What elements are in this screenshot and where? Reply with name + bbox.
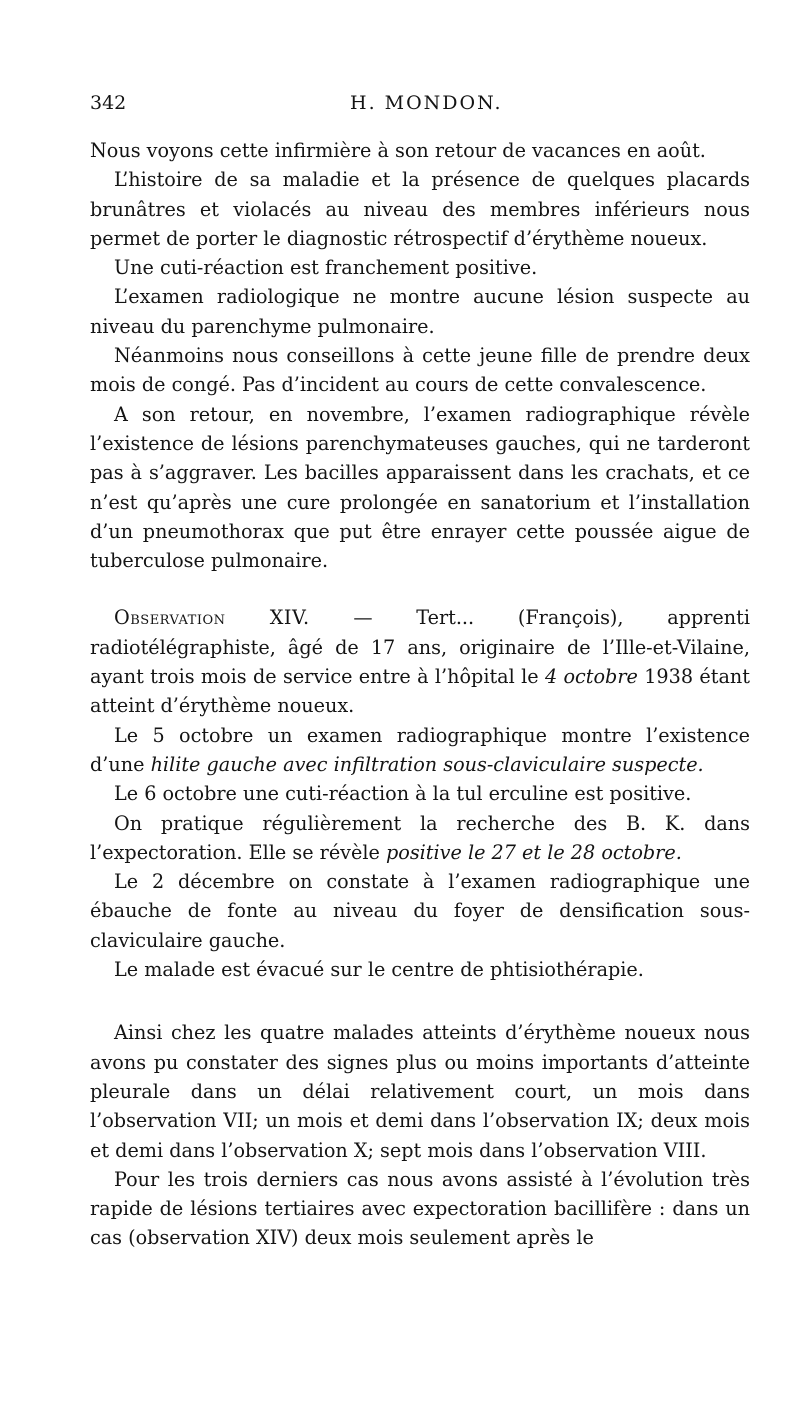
observation-paragraph xyxy=(90,721,750,780)
conclusion-paragraph: Ainsi chez les quatre malades atteints d’érythème noueux nous avons pu constater des signes plus ou moins importants d’atteinte pleurale dans un délai relativement court, un mois dans l’observation VII; un mois et demi dans l’observation IX; deux mois et demi dans l’observation X; sept mois dans l’observation VIII. xyxy=(90,1021,750,1162)
observation-intro-text-a: — Tert... (François), apprenti radiotélégraphiste, âgé de 17 ans, originaire de l’Ille-et-Vilaine, ayant trois mois de service entre à l’hôpital le xyxy=(90,606,750,689)
paragraph: Une cuti-réaction est franchement positive. xyxy=(114,256,538,280)
conclusion-paragraph: Pour les trois derniers cas nous avons assisté à l’évolution très rapide de lésions tertiaires avec expectoration bacillifère : dans un cas (observation XIV) deux mois seulement après le xyxy=(90,1167,750,1250)
page-number: 342 xyxy=(90,92,127,114)
observation-intro xyxy=(90,603,750,720)
observation-heading: Observation XIV. xyxy=(114,606,310,630)
observation-intro-date: 4 octobre xyxy=(544,665,638,689)
observation-paragraph: Le 2 décembre on constate à l’examen radiographique une ébauche de fonte au niveau du foyer de densification sous-claviculaire gauche. xyxy=(90,870,750,952)
observation-paragraph xyxy=(90,809,750,868)
running-head xyxy=(90,92,748,122)
observation-p2-text: Le 5 octobre un examen radiographique montre l’existence d’une xyxy=(90,723,750,776)
paragraph: Néanmoins nous conseillons à cette jeune fille de prendre deux mois de congé. Pas d’incident au cours de cette convalescence. xyxy=(90,344,750,397)
paragraph: Nous voyons cette infirmière à son retour de vacances en août. xyxy=(90,139,706,162)
observation-p4-text: On pratique régulièrement la recherche des B. K. dans l’expectoration. Elle se révèle xyxy=(90,811,750,864)
observation-p2-italic: hilite gauche avec infiltration sous-claviculaire suspecte. xyxy=(150,752,704,776)
observation-intro-text-b: 1938 étant atteint d’érythème noueux. xyxy=(90,665,750,718)
paragraph: L’histoire de sa maladie et la présence de quelques placards brunâtres et violacés au niveau des membres inférieurs nous permet de porter le diagnostic rétrospectif d’érythème noueux. xyxy=(90,168,750,250)
observation-paragraph: Le malade est évacué sur le centre de phtisiothérapie. xyxy=(114,958,644,982)
observation-p4-italic: positive le 27 et le 28 octobre. xyxy=(385,840,682,864)
paragraph: L’examen radiologique ne montre aucune lésion suspecte au niveau du parenchyme pulmonaire. xyxy=(90,285,750,338)
paragraph: A son retour, en novembre, l’examen radiographique révèle l’existence de lésions parenchymateuses gauches, qui ne tarderont pas à s’aggraver. Les bacilles apparaissent dans les crachats, et ce n’est qu’après une cure prolongée en sanatorium et l’installation d’un pneumothorax que put être enrayer cette poussée aigue de tuberculose pulmonaire. xyxy=(90,402,750,573)
body-text xyxy=(90,136,750,1253)
observation-paragraph: Le 6 octobre une cuti-réaction à la tul erculine est positive. xyxy=(114,782,692,806)
running-head-author: H. MONDON. xyxy=(350,92,503,114)
